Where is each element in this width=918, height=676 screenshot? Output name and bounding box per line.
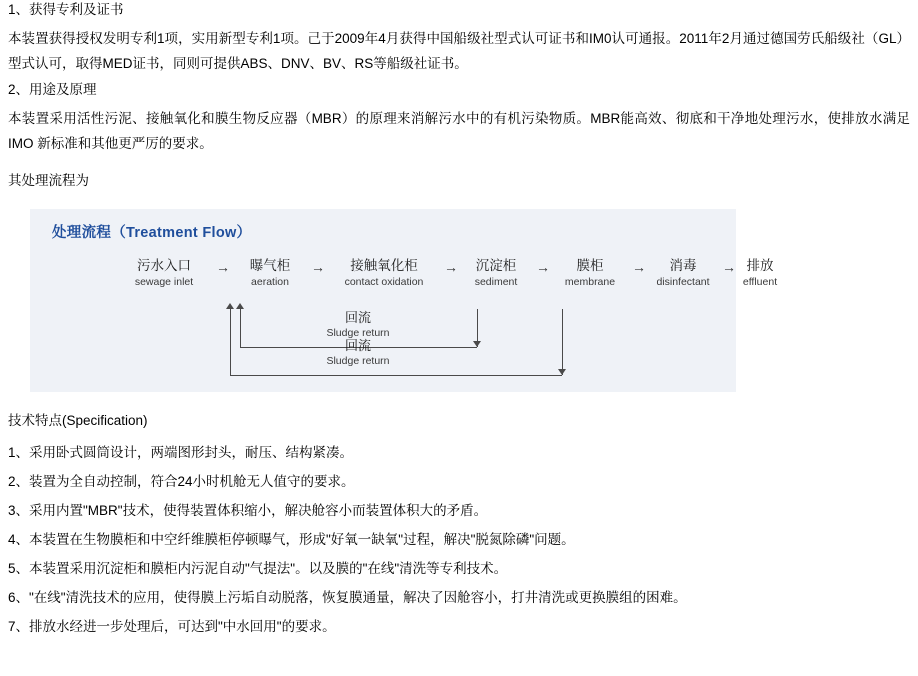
flow-arrow-icon: → [536, 259, 550, 275]
flow-node-label-en: sewage inlet [134, 276, 194, 288]
flow-diagram-title: 处理流程（Treatment Flow） [52, 225, 252, 241]
flow-node-label-cn: 排放 [746, 258, 774, 273]
return-line-1-left [240, 309, 241, 347]
flow-node-label-cn: 消毒 [669, 258, 697, 273]
flow-node-membrane [548, 257, 632, 289]
flow-node-label-cn: 沉淀柜 [475, 258, 517, 273]
section-specification [0, 410, 918, 639]
specification-item: 4、本装置在生物膜柜和中空纤维膜柜停顿曝气，形成"好氧一缺氧"过程，解决"脱氮除磷"问题。 [8, 532, 575, 547]
section-heading: 2、用途及原理 [8, 82, 97, 97]
return-label-en: Sludge return [326, 355, 390, 367]
flow-node-label-en: aeration [251, 276, 289, 288]
flow-arrow-icon: → [444, 259, 458, 275]
return-label-cn: 回流 [344, 338, 371, 353]
specification-item: 2、装置为全自动控制，符合24小时机舱无人值守的要求。 [8, 474, 355, 489]
flow-node-contact-oxidation [326, 257, 442, 289]
flow-node-label-cn: 曝气柜 [249, 258, 291, 273]
specification-title: 技术特点(Specification) [8, 413, 148, 428]
flow-node-label-cn: 膜柜 [576, 258, 604, 273]
section-patents [0, 0, 918, 76]
return-arrowhead-1b [473, 341, 481, 347]
return-line-2-left [230, 309, 231, 375]
flow-node-label-cn: 接触氧化柜 [350, 258, 418, 273]
return-arrowhead-2b [558, 369, 566, 375]
return-label-cn: 回流 [344, 310, 371, 325]
flow-node-row [30, 257, 778, 301]
flow-arrow-icon: → [722, 259, 736, 275]
flow-node-aeration [232, 257, 308, 289]
flow-arrow-icon: → [632, 259, 646, 275]
flow-node-label-cn: 污水入口 [137, 258, 191, 273]
specification-item: 1、采用卧式圆筒设计，两端图形封头，耐压、结构紧凑。 [8, 445, 354, 460]
return-arrowhead-1 [236, 303, 244, 309]
flow-arrow-icon: → [216, 259, 230, 275]
section-paragraph: 本装置采用活性污泥、接触氧化和膜生物反应器（MBR）的原理来消解污水中的有机污染物质。MBR能高效、彻底和干净地处理污水，使排放水满足IMO 新标准和其他更严厉的要求。 [8, 111, 910, 151]
specification-item: 3、采用内置"MBR"技术，使得装置体积缩小，解决舱容小而装置体积大的矛盾。 [8, 503, 488, 518]
flow-node-label-en: contact oxidation [344, 276, 424, 288]
section-paragraph: 其处理流程为 [8, 173, 89, 188]
flow-node-label-en: membrane [564, 276, 616, 288]
return-label-2 [298, 337, 418, 368]
return-line-2-bottom [230, 375, 562, 376]
flow-node-sewage-inlet [114, 257, 214, 289]
return-line-2-right [562, 309, 563, 375]
return-label-en: Sludge return [326, 327, 390, 339]
section-principle [0, 80, 918, 193]
specification-item: 7、排放水经进一步处理后，可达到"中水回用"的要求。 [8, 619, 336, 634]
flow-node-label-en: sediment [474, 276, 518, 288]
specification-item: 5、本装置采用沉淀柜和膜柜内污泥自动"气提法"。以及膜的"在线"清洗等专利技术。 [8, 561, 508, 576]
return-arrowhead-2 [226, 303, 234, 309]
section-paragraph: 本装置获得授权发明专利1项，实用新型专利1项。己于2009年4月获得中国船级社型式认可证书和IM0认可通报。2011年2月通过德国劳氏船级社（GL）型式认可，取得MED证书，同则可提供ABS、DNV、BV、RS等船级社证书。 [8, 31, 910, 71]
flow-node-label-en: disinfectant [656, 276, 710, 288]
section-heading: 1、获得专利及证书 [8, 2, 124, 17]
flow-arrow-icon: → [311, 259, 325, 275]
flow-node-label-en: effluent [742, 276, 778, 288]
treatment-flow-diagram [30, 209, 778, 392]
specification-item: 6、"在线"清洗技术的应用，使得膜上污垢自动脱落，恢复膜通量，解决了因舱容小，打井清洗或更换膜组的困难。 [8, 590, 687, 605]
return-label-1 [298, 309, 418, 340]
flow-node-effluent [728, 257, 792, 289]
flow-node-disinfectant [642, 257, 724, 289]
flow-node-sediment [458, 257, 534, 289]
